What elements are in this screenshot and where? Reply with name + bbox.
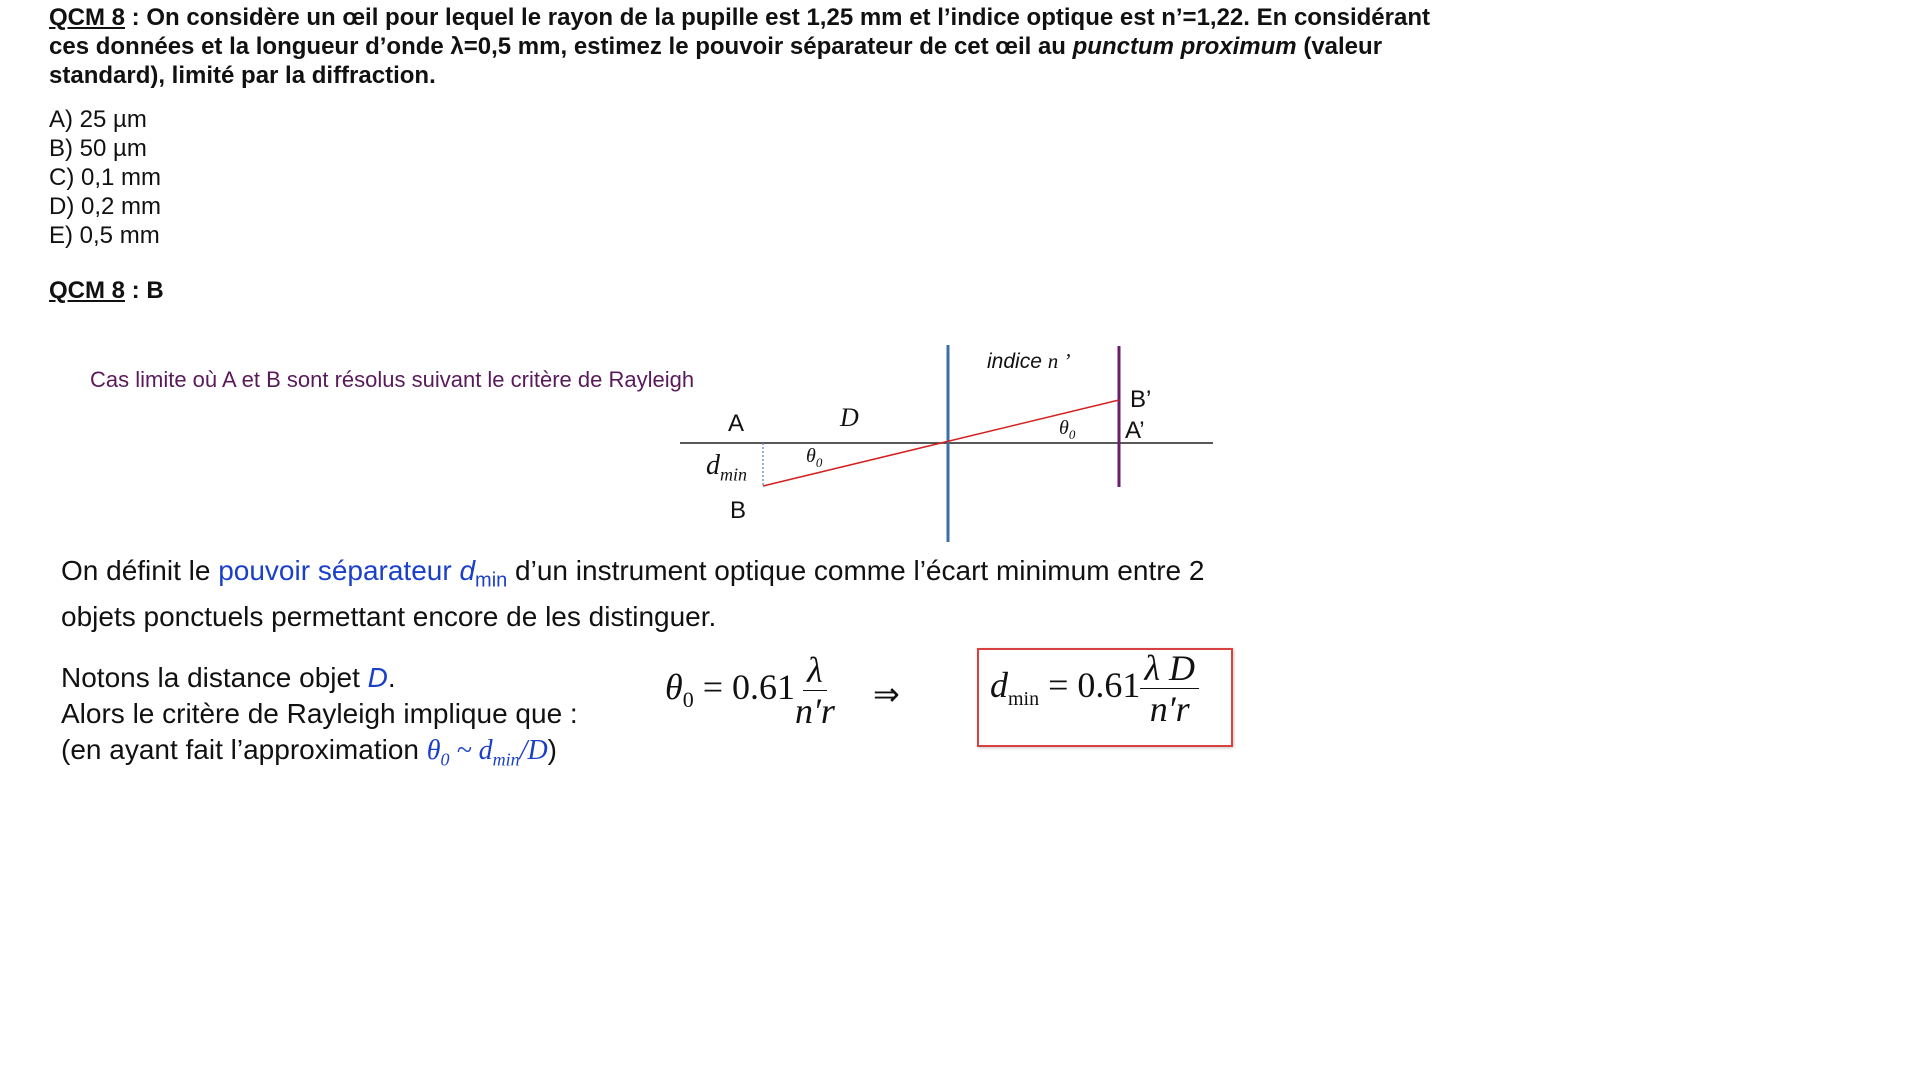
- definition-text: On définit le pouvoir séparateur $d_{min}$ d’un instrument optique comme l’écart minimum entre 2 objets ponctuels permettant encore de les distinguer.: [61, 555, 1205, 632]
- question-italic: punctum proximum: [1072, 33, 1297, 60]
- definition-dmin: $d_{min}$: [459, 555, 508, 592]
- notons-text: Notons la distance objet D. Alors le critère de Rayleigh implique que : (en ayant fait l’approximation $\theta_0$ ~ $d_{min}/D$): [61, 662, 578, 770]
- label-indice: indice n ’: [987, 349, 1071, 373]
- diagram-caption: Cas limite où A et B sont résolus suivant le critère de Rayleigh: [90, 367, 695, 392]
- question-end: (valeur standard), limité par la diffraction.: [49, 33, 1383, 89]
- option-c: C) 0,1 mm: [49, 164, 162, 191]
- label-b: B: [730, 497, 747, 524]
- label-b-prime: B’: [1130, 386, 1152, 413]
- label-dmin: $d_{min}$: [706, 450, 747, 485]
- answer-value: : B: [125, 277, 164, 304]
- option-e: E) 0,5 mm: [49, 222, 160, 249]
- question-body: : On considère un œil pour lequel le rayon de la pupille est 1,25 mm et l’indice optique est n’=1,22. En considérant ces données et la longueur d’onde λ=0,5 mm, estimez le pouvoir séparateur de cet œil au: [49, 4, 1430, 60]
- label-a-prime: A’: [1125, 417, 1145, 444]
- label-a: A: [728, 410, 745, 437]
- label-theta0-object: $\theta_0$: [806, 445, 823, 470]
- implies-arrow: ⇒: [873, 676, 900, 712]
- rayleigh-formula: $\theta_0 = 0.61$ $\frac{\lambda}{n'r}$: [665, 650, 835, 731]
- option-d: D) 0,2 mm: [49, 193, 162, 220]
- option-b: B) 50 µm: [49, 135, 147, 162]
- dmin-formula: $d_{min} = 0.61$ $\frac{\text{λ D}}{n'r}$: [990, 648, 1199, 729]
- label-d: D: [840, 403, 859, 432]
- option-a: A) 25 µm: [49, 106, 147, 133]
- question-id: QCM 8: [49, 4, 126, 31]
- label-theta0-image: $\theta_0$: [1059, 417, 1076, 442]
- answer-id: QCM 8: [49, 277, 126, 304]
- definition-highlight: pouvoir séparateur: [218, 555, 460, 586]
